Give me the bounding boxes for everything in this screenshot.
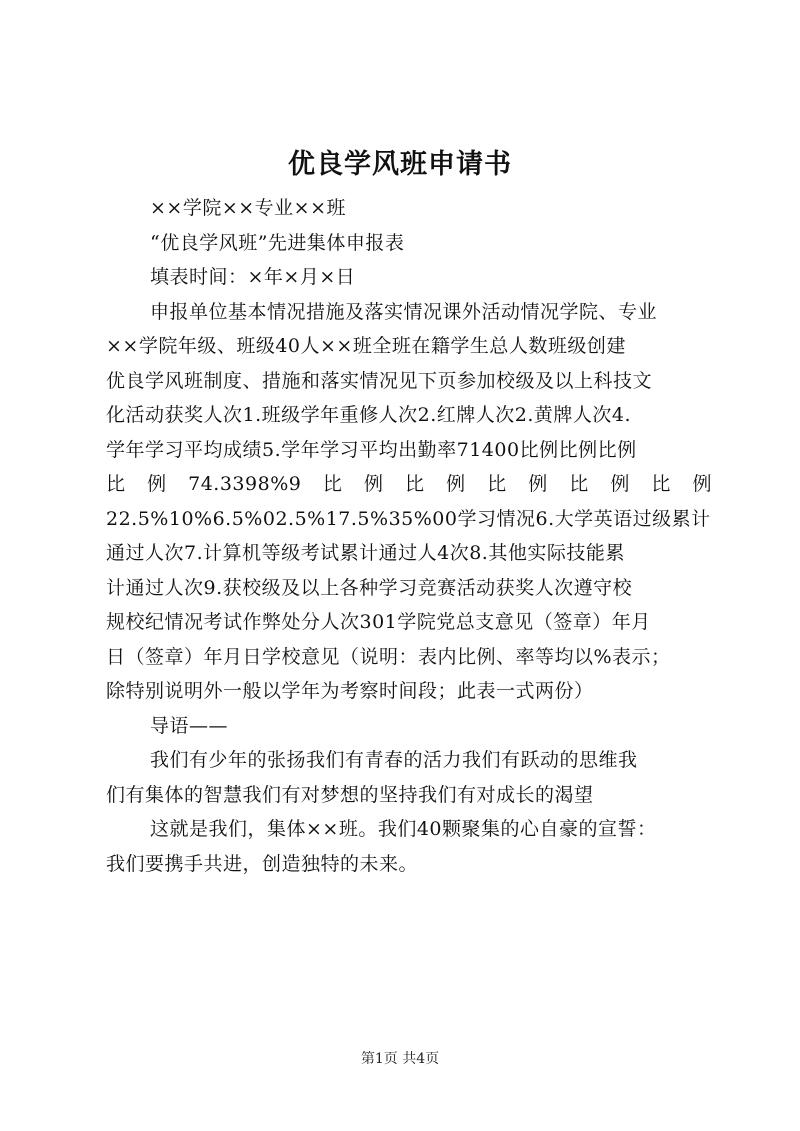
paragraph-line: 我们要携手共进，创造独特的未来。 bbox=[106, 852, 419, 875]
spread-token: 例 bbox=[692, 473, 712, 495]
paragraph-line: 日（签章）年月日学校意见（说明：表内比例、率等均以%表示； bbox=[106, 645, 671, 668]
spread-token: 比 bbox=[651, 473, 671, 495]
document-body bbox=[106, 191, 712, 881]
spread-token: 例 bbox=[610, 473, 630, 495]
paragraph-line: 学年学习平均成绩5.学年学习平均出勤率71400比例比例比例 bbox=[106, 438, 637, 461]
paragraph-line: 们有集体的智慧我们有对梦想的坚持我们有对成长的渴望 bbox=[106, 783, 594, 806]
paragraph-line: 22.5%10%6.5%02.5%17.5%35%00学习情况6.大学英语过级累计 bbox=[106, 507, 711, 530]
spread-line bbox=[106, 467, 712, 502]
paragraph-line: ××学院年级、班级40人××班全班在籍学生总人数班级创建 bbox=[106, 335, 626, 357]
paragraph-line: 通过人次7.计算机等级考试累计通过人4次8.其他实际技能累 bbox=[106, 542, 625, 564]
paragraph-line: ××学院××专业××班 bbox=[150, 197, 347, 219]
spread-token: 比 bbox=[405, 473, 425, 495]
paragraph-line: 计通过人次9.获校级及以上各种学习竞赛活动获奖人次遵守校 bbox=[106, 576, 633, 599]
paragraph-line: 我们有少年的张扬我们有青春的活力我们有跃动的思维我 bbox=[150, 749, 638, 771]
spread-token: 例 bbox=[528, 473, 548, 495]
page-footer: 第1页 共4页 bbox=[360, 1051, 440, 1067]
paragraph-line: 规校纪情况考试作弊处分人次301学院党总支意见（签章）年月 bbox=[106, 611, 651, 633]
spread-token: 例 bbox=[446, 473, 466, 495]
paragraph-line: 申报单位基本情况措施及落实情况课外活动情况学院、专业 bbox=[150, 300, 658, 323]
paragraph-line: 填表时间：×年×月×日 bbox=[150, 266, 356, 288]
paragraph-line: 导语—— bbox=[150, 714, 229, 737]
spread-token: 例 bbox=[363, 473, 384, 495]
spread-token: 74.3398%9 bbox=[188, 473, 302, 495]
page-title: 优良学风班申请书 bbox=[288, 149, 512, 180]
paragraph-line: 优良学风班制度、措施和落实情况见下页参加校级及以上科技文 bbox=[106, 369, 653, 392]
paragraph-line: 化活动获奖人次1.班级学年重修人次2.红牌人次2.黄牌人次4. bbox=[106, 404, 632, 426]
spread-token: 比 bbox=[322, 473, 343, 495]
paragraph-line: 除特别说明外一般以学年为考察时间段；此表一式两份） bbox=[106, 680, 594, 702]
spread-token: 比 bbox=[569, 473, 589, 495]
spread-token: 比 bbox=[487, 473, 507, 495]
spread-token: 比 bbox=[106, 473, 126, 495]
paragraph-line: 这就是我们，集体××班。我们40颗聚集的心自豪的宣誓： bbox=[150, 818, 657, 840]
spread-token: 例 bbox=[147, 473, 167, 495]
paragraph-line: “优良学风班”先进集体申报表 bbox=[150, 231, 405, 254]
